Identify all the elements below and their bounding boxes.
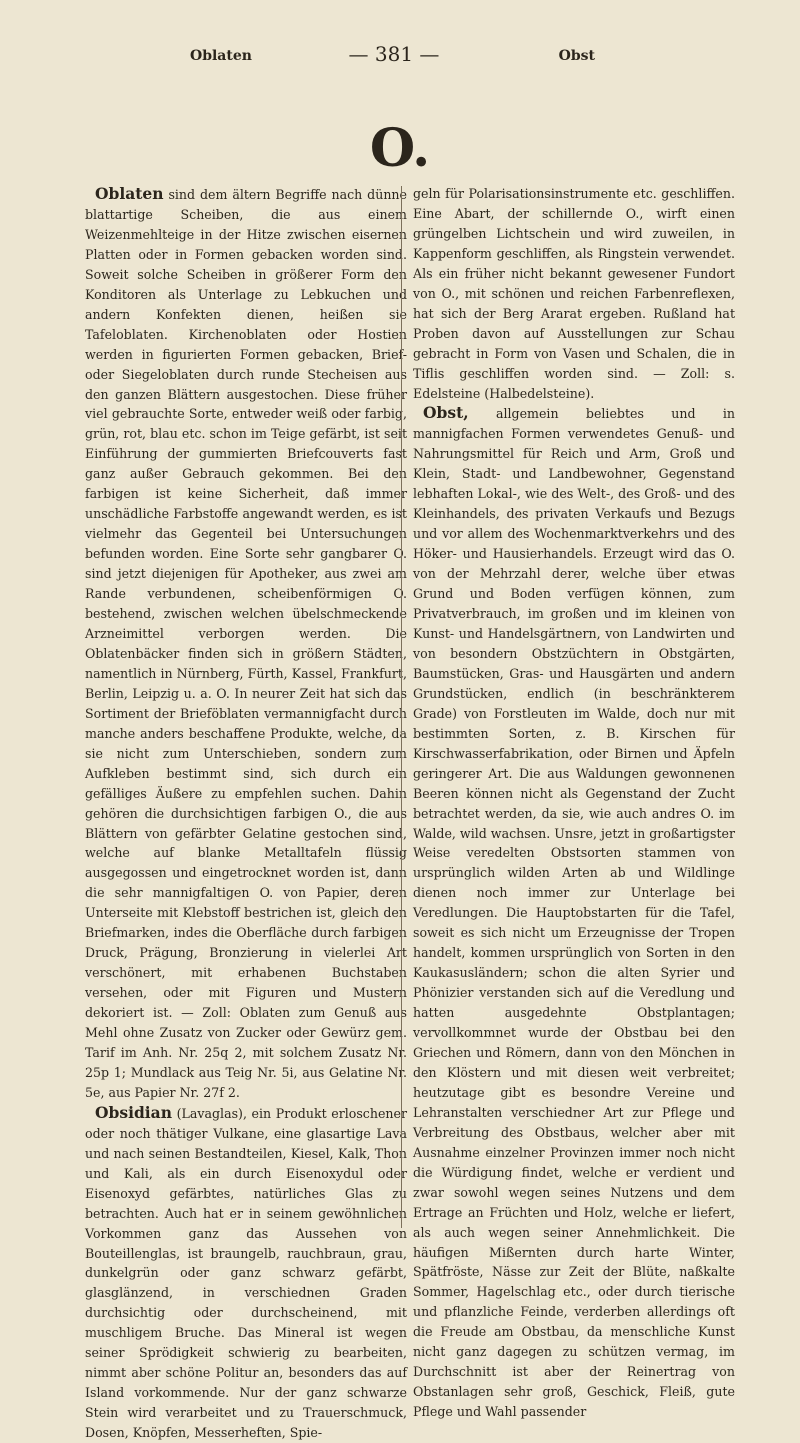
running-header — [190, 44, 595, 70]
section-letter: O. — [369, 118, 431, 179]
right-column — [413, 184, 735, 1422]
left-column — [85, 184, 407, 1443]
entry-text: (Lavaglas), ein Produkt erloschener oder noch thätiger Vulkane, eine glasartige Lava und nach seinen Bestandteilen, Kiesel, Kalk, Thon und Kali, als ein durch Eisenoxydul oder Eisenoxyd gefärbtes, natürliches Glas zu betrachten. Auch hat er in seinem gewöhnlichen Vorkommen ganz das Aussehen von Bouteillenglas, ist braungelb, rauchbraun, grau, dunkelgrün oder ganz schwarz gefärbt, glasglänzend, in verschiednen Graden durchsichtig oder durchscheinend, mit muschligem Bruche. Das Mineral ist wegen seiner Sprödigkeit schwierig zu bearbeiten, nimmt aber schöne Politur an, besonders das auf Island vorkommende. Nur der ganz schwarze Stein wird verarbeitet und zu Trauerschmuck, Dosen, Knöpfen, Messerheften, Spie- — [85, 1105, 407, 1441]
entry-text: sind dem ältern Begriffe nach dünne blattartige Scheiben, die aus einem Weizenmehlteige in der Hitze zwischen eisernen Platten oder in Formen gebacken worden sind. Soweit solche Scheiben in größerer Form den Konditoren als Unterlage zu Lebkuchen und andern Konfekten dienen, heißen sie Tafeloblaten. Kirchenoblaten oder Hostien werden in figurierten Formen gebacken, Brief- oder Siegeloblaten durch runde Stecheisen aus den ganzen Blättern ausgestochen. Diese früher viel gebrauchte Sorte, entweder weiß oder farbig, grün, rot, blau etc. schon im Teige gefärbt, ist seit Einführung der gummierten Briefcouverts fast ganz außer Gebrauch gekommen. Bei den farbigen ist keine Sicherheit, daß immer unschädliche Farbstoffe angewandt werden, es ist vielmehr das Gegenteil bei Untersuchungen befunden worden. Eine Sorte sehr gangbarer O. sind jetzt diejenigen für Apotheker, aus zwei am Rande verbundenen, scheibenförmigen O. bestehend, zwischen welchen übelschmeckende Arzneimittel verborgen werden. Die Oblatenbäcker finden sich in größern Städten, namentlich in Nürnberg, Fürth, Kassel, Frankfurt, Berlin, Leipzig u. a. O. In neurer Zeit hat sich das Sortiment der Brieföblaten vermannigfacht durch manche anders beschaffene Produkte, welche, da sie nicht zum Unterschieben, sondern zum Aufkleben bestimmt sind, sich durch ein gefälliges Äußere zu empfehlen suchen. Dahin gehören die durchsichtigen farbigen O., die aus Blättern von gefärbter Gelatine gestochen sind, welche auf blanke Metalltafeln flüssig ausgegossen und eingetrocknet worden ist, dann die sehr mannigfaltigen O. von Papier, deren Unterseite mit Klebstoff bestrichen ist, gleich den Briefmarken, indes die Oberfläche durch farbigen Druck, Prägung, Bronzierung in vielerlei Art verschönert, mit erhabenen Buchstaben versehen, oder mit Figuren und Mustern dekoriert ist. — Zoll: Oblaten zum Genuß aus Mehl ohne Zusatz von Zucker oder Gewürz gem. Tarif im Anh. Nr. 25q 2, mit solchem Zusatz Nr. 25p 1; Mundlack aus Teig Nr. 5i, aus Gelatine Nr. 5e, aus Papier Nr. 27f 2. — [85, 187, 407, 1100]
entry-oblaten — [85, 184, 407, 1103]
header-right-keyword: Obst — [558, 48, 595, 64]
entry-obst — [413, 403, 735, 1422]
column-divider — [401, 186, 402, 1228]
entry-headword: Obsidian — [95, 1102, 172, 1122]
header-left-keyword: Oblaten — [190, 48, 252, 64]
entry-headword: Obst, — [423, 403, 469, 423]
entry-text: allgemein beliebtes und in mannigfachen Formen verwendetes Genuß- und Nahrungsmittel für Reich und Arm, Groß und Klein, Stadt- und Landbewohner, Gegenstand lebhaften Lokal-, wie des Welt-, des Groß- und des Kleinhandels, des privaten Verkaufs und Bezugs und vor allem des Wochenmarktverkehrs und des Höker- und Hausierhandels. Erzeugt wird das O. von der Mehrzahl derer, welche über etwas Grund und Boden verfügen können, zum Privatverbrauch, im großen und im kleinen von Kunst- und Handelsgärtnern, von Landwirten und von besondern Obstzüchtern in Obstgärten, Baumstücken, Gras- und Hausgärten und andern Grundstücken, endlich (in beschränkterem Grade) von Forstleuten im Walde, doch nur mit bestimmten Sorten, z. B. Kirschen für Kirschwasserfabrikation, oder Birnen und Äpfeln geringerer Art. Die aus Waldungen gewonnenen Beeren können nicht als Gegenstand der Zucht betrachtet werden, da sie, wie auch andres O. im Walde, wild wachsen. Unsre, jetzt in großartigster Weise veredelten Obstsorten stammen von ursprünglich wilden Arten ab und Wildlinge dienen noch immer zur Unterlage bei Veredlungen. Die Hauptobstarten für die Tafel, soweit es sich nicht um Erzeugnisse der Tropen handelt, kommen ursprünglich von Sorten in den Kaukasusländern; schon die alten Syrier und Phönizier verstanden sich auf die Veredlung und hatten ausgedehnte Obstplantagen; vervollkommnet wurde der Obstbau bei den Griechen und Römern, dann von den Mönchen in den Klöstern und mit diesen weit verbreitet; heutzutage gibt es besondre Vereine und Lehranstalten verschiedner Art zur Pflege und Verbreitung des Obstbaus, welcher aber mit Ausnahme einzelner Provinzen immer noch nicht die Würdigung findet, welche er verdient und zwar sowohl wegen seines Nutzens und dem Ertrage an Früchten und Holz, welche er liefert, als auch wegen seiner Annehmlichkeit. Die häufigen Mißernten durch harte Winter, Spätfröste, Nässe zur Zeit der Blüte, naßkalte Sommer, Hagelschlag etc., oder durch tierische und pflanzliche Feinde, verderben allerdings oft die Freude am Obstbau, da menschliche Kunst nicht ganz dagegen zu schützen vermag, im Durchschnitt ist aber der Reinertrag von Obstanlagen sehr groß, Geschick, Fleiß, gute Pflege und Wahl passender — [413, 406, 735, 1420]
entry-obsidian — [85, 1103, 407, 1443]
entry-text: geln für Polarisationsinstrumente etc. geschliffen. Eine Abart, der schillernde O., wirft einen grüngelben Lichtschein und wird zuweilen, in Kappenform geschliffen, als Ringstein verwendet. Als ein früher nicht bekannt gewesener Fundort von O., mit schönen und reichen Farbenreflexen, hat sich der Berg Ararat ergeben. Rußland hat Proben davon auf Ausstellungen zur Schau gebracht in Form von Vasen und Schalen, die in Tiflis geschliffen worden sind. — Zoll: s. Edelsteine (Halbedelsteine). — [413, 186, 735, 401]
entry-obsidian-continued — [413, 184, 735, 403]
entry-headword: Oblaten — [95, 184, 164, 203]
page-number: — 381 — — [348, 42, 440, 66]
